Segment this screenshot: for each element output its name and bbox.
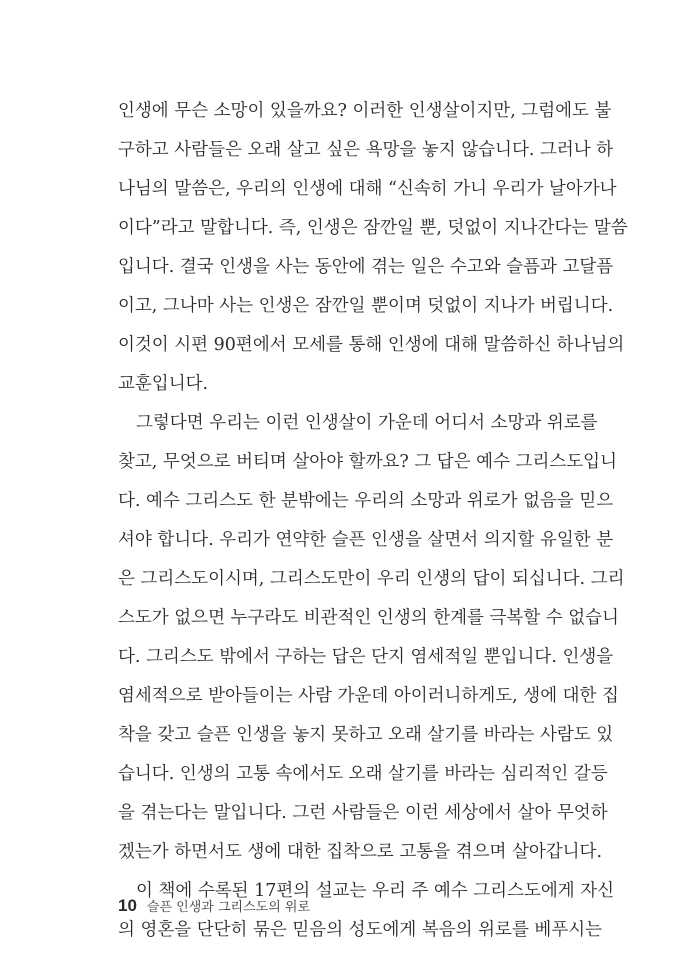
text-line: 구하고 사람들은 오래 살고 싶은 욕망을 놓지 않습니다. 그러나 하: [118, 140, 614, 160]
text-line: 이것이 시편 90편에서 모세를 통해 인생에 대해 말씀하신 하나님의: [118, 335, 625, 355]
text-line: 다. 예수 그리스도 한 분밖에는 우리의 소망과 위로가 없음을 믿으: [118, 491, 614, 511]
text-line: 이 책에 수록된 17편의 설교는 우리 주 예수 그리스도에게 자신: [136, 881, 615, 901]
page-footer: [118, 896, 310, 920]
text-line: 다. 그리스도 밖에서 구하는 답은 단지 염세적일 뿐입니다. 인생을: [118, 647, 614, 667]
text-line: 겠는가 하면서도 생에 대한 집착으로 고통을 겪으며 살아갑니다.: [118, 842, 603, 862]
page-number: 10: [118, 896, 137, 915]
text-line: 셔야 합니다. 우리가 연약한 슬픈 인생을 살면서 의지할 유일한 분: [118, 530, 614, 550]
text-line: 인생에 무슨 소망이 있을까요? 이러한 인생살이지만, 그럼에도 불: [118, 101, 612, 121]
body-text: [118, 92, 628, 950]
text-line: 을 겪는다는 말입니다. 그런 사람들은 이런 세상에서 살아 무엇하: [118, 803, 608, 823]
text-line: 착을 갖고 슬픈 인생을 놓지 못하고 오래 살기를 바라는 사람도 있: [118, 725, 614, 745]
text-line: 그렇다면 우리는 이런 인생살이 가운데 어디서 소망과 위로를: [136, 413, 598, 433]
text-line: 찾고, 무엇으로 버티며 살아야 할까요? 그 답은 예수 그리스도입니: [118, 452, 617, 472]
text-line: 의 영혼을 단단히 묶은 믿음의 성도에게 복음의 위로를 베푸시는: [118, 920, 603, 940]
text-line: 스도가 없으면 누구라도 비관적인 인생의 한계를 극복할 수 없습니: [118, 608, 619, 628]
text-line: 교훈입니다.: [118, 374, 209, 394]
text-line: 나님의 말씀은, 우리의 인생에 대해 “신속히 가니 우리가 날아가나: [118, 179, 617, 199]
text-line: 습니다. 인생의 고통 속에서도 오래 살기를 바라는 심리적인 갈등: [118, 764, 608, 784]
text-line: 입니다. 결국 인생을 사는 동안에 겪는 일은 수고와 슬픔과 고달픔: [118, 257, 614, 277]
text-line: 은 그리스도이시며, 그리스도만이 우리 인생의 답이 되십니다. 그리: [118, 569, 625, 589]
text-line: 이고, 그나마 사는 인생은 잠깐일 뿐이며 덧없이 지나가 버립니다.: [118, 296, 614, 316]
text-line: 이다”라고 말합니다. 즉, 인생은 잠깐일 뿐, 덧없이 지나간다는 말씀: [118, 218, 628, 238]
running-title: 슬픈 인생과 그리스도의 위로: [146, 900, 311, 915]
text-line: 염세적으로 받아들이는 사람 가운데 아이러니하게도, 생에 대한 집: [118, 686, 619, 706]
